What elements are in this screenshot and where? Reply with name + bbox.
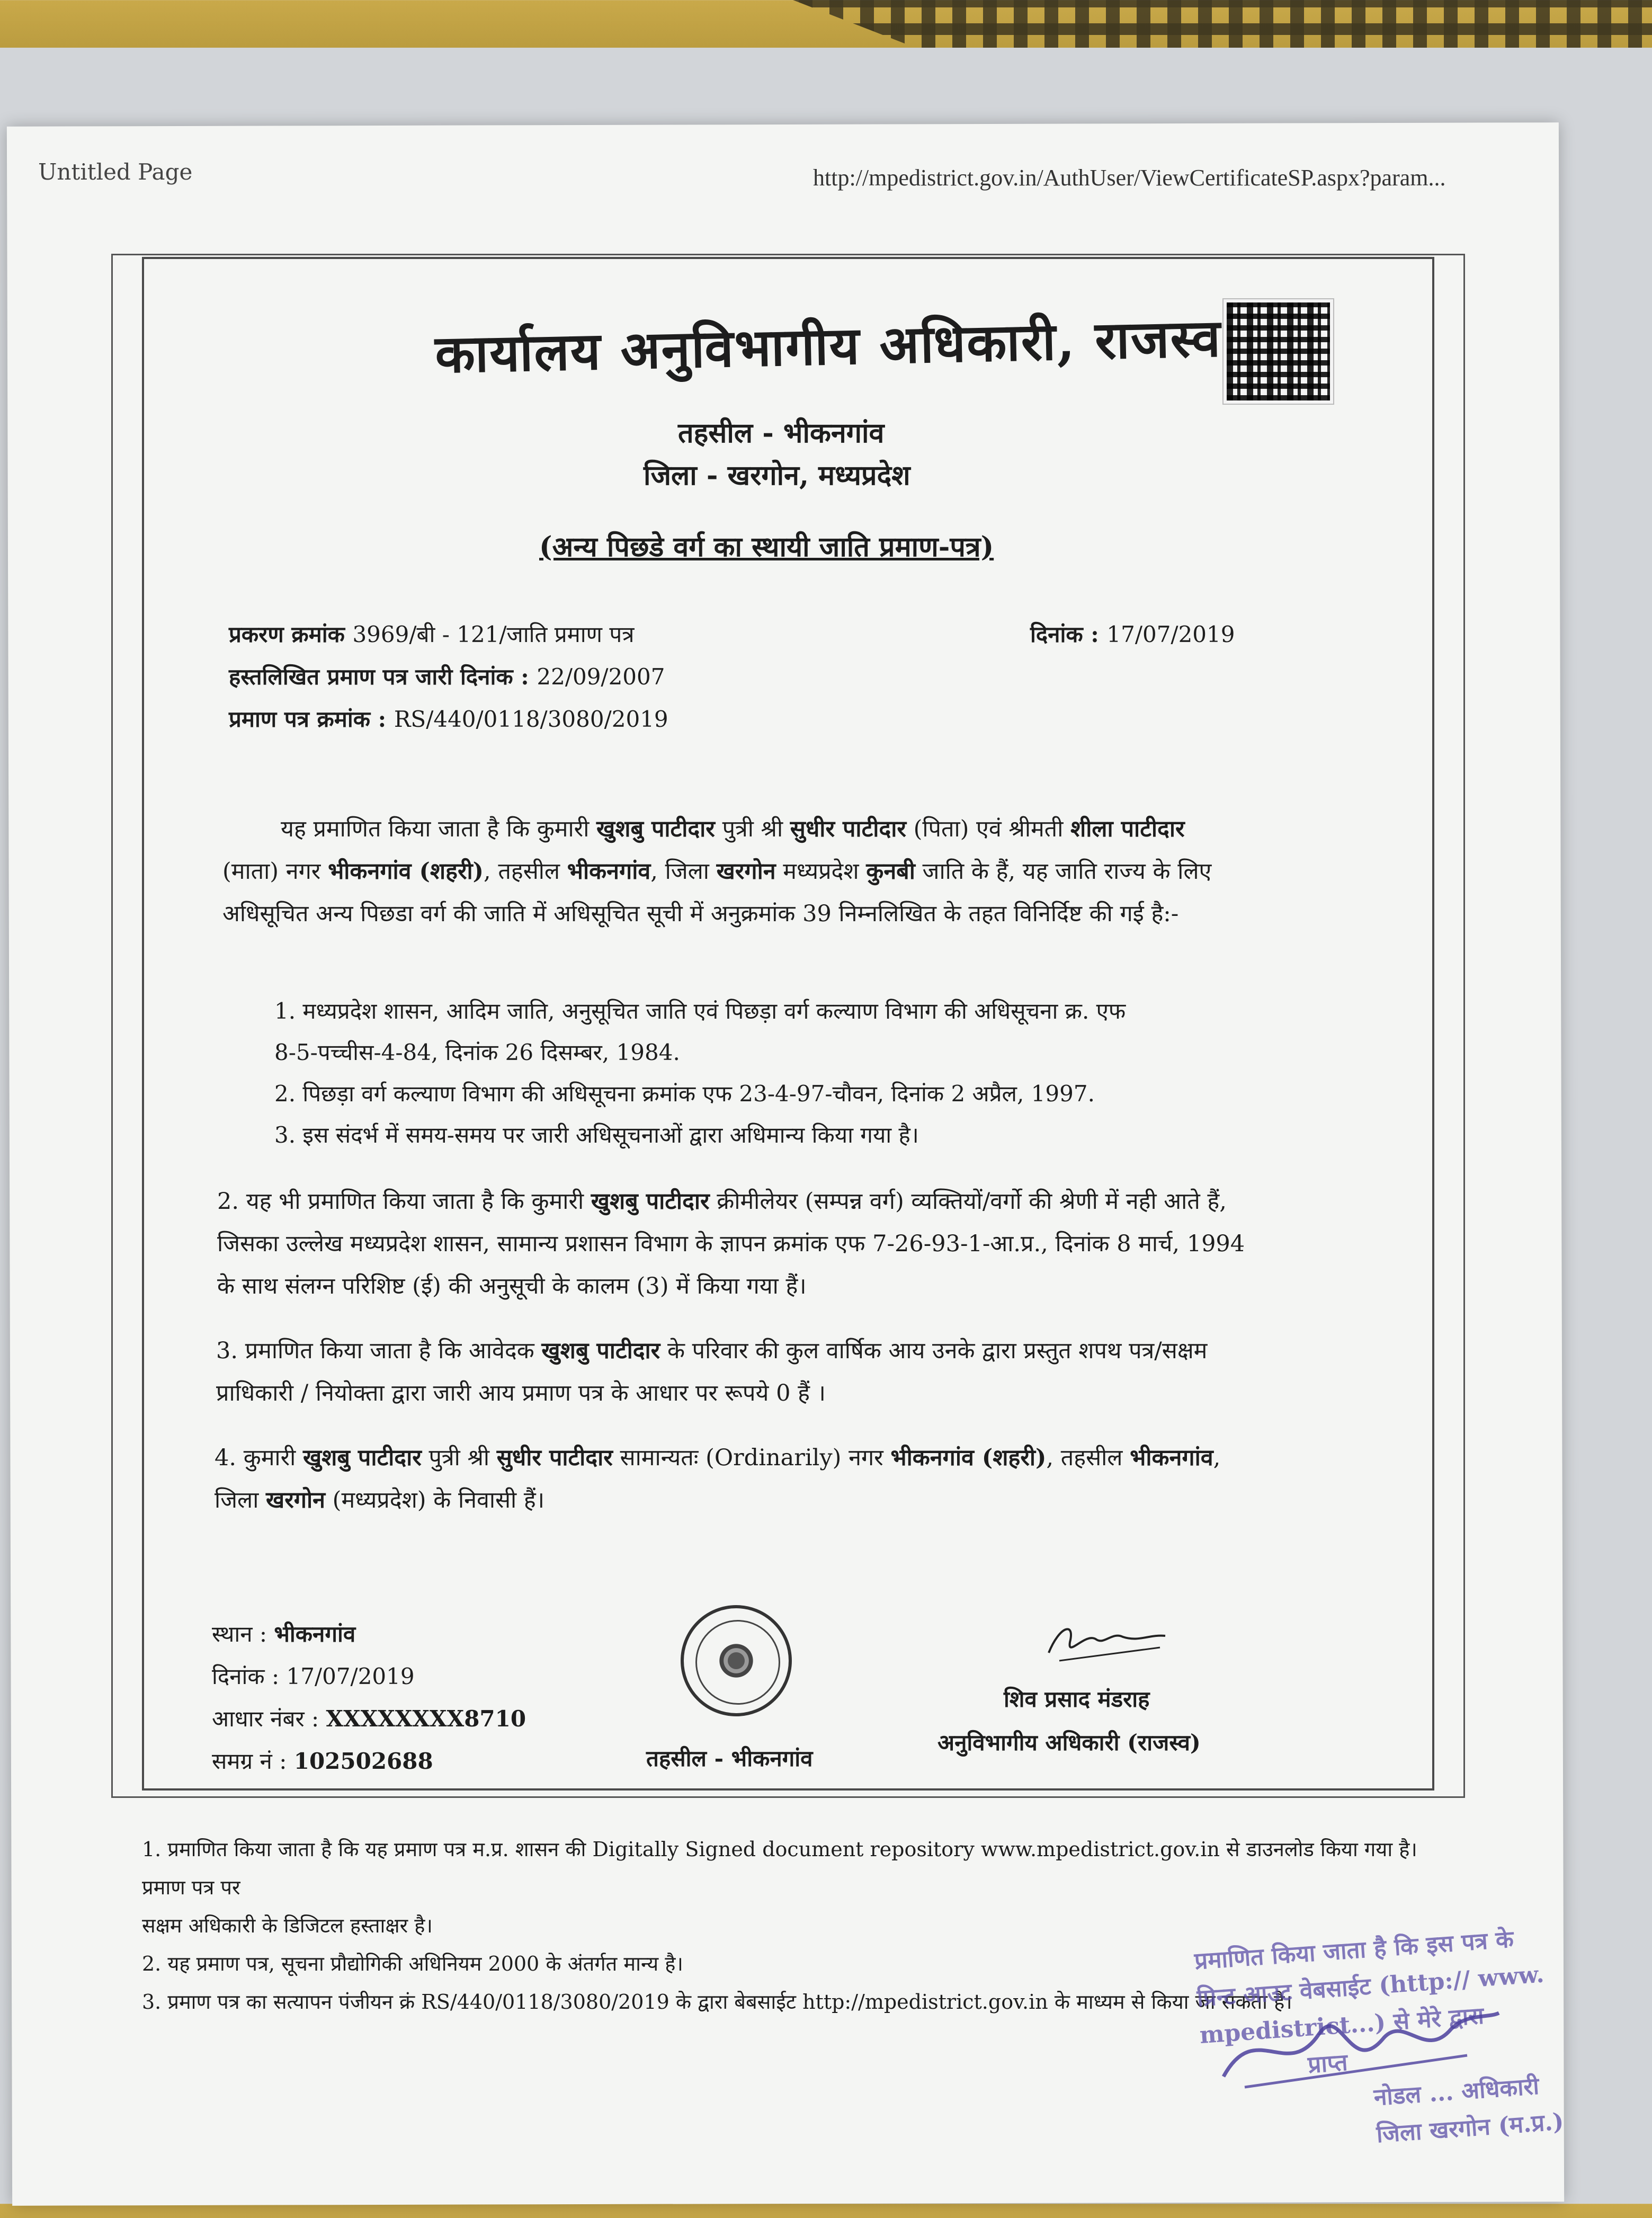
stamp-line: mpedistrict...) से मेरे द्वारा: [1199, 2002, 1485, 2050]
aadhaar-number: आधार नंबर : XXXXXXXX8710: [212, 1706, 526, 1732]
footnote-3: 3. प्रमाण पत्र का सत्यापन पंजीयन क्रं RS/440/0118/3080/2019 के द्वारा बेबसाईट http://mpedistrict.gov.in के माध्यम से किया जा सकता है।: [142, 1990, 1292, 2014]
list-item: 3. इस संदर्भ में समय-समय पर जारी अधिसूचनाओं द्वारा अधिमान्य किया गया है।: [274, 1122, 919, 1148]
seal-caption: तहसील - भीकनगांव: [646, 1745, 813, 1771]
office-title: कार्यालय अनुविभागीय अधिकारी, राजस्व: [434, 307, 1222, 385]
handwritten-issue-date: हस्तलिखित प्रमाण पत्र जारी दिनांक : 22/09/2007: [229, 664, 665, 690]
list-item: 8-5-पच्चीस-4-84, दिनांक 26 दिसम्बर, 1984.: [274, 1039, 680, 1065]
paragraph-2: 2. यह भी प्रमाणित किया जाता है कि कुमारी खुशबु पाटीदार क्रीमीलेयर (सम्पन्न वर्ग) व्यक्तियों/वर्गो की श्रेणी में नही आते हैं, जिसका उल्लेख मध्यप्रदेश शासन, सामान्य प्रशासन विभाग के ज्ञापन क्रमांक एफ 7-26-93-1-आ.प्र., दिनांक 8 मार्च, 1994 के साथ संलग्न परिशिष्ट (ई) की अनुसूची के कालम (3) में किया गया हैं।: [217, 1188, 1245, 1299]
case-number: प्रकरण क्रमांक 3969/बी - 121/जाति प्रमाण पत्र: [229, 621, 635, 647]
government-seal: [681, 1605, 792, 1716]
stamp-line: प्रिन्ट आउट वेबसाईट (http:// www.: [1196, 1961, 1545, 2012]
list-item: 2. पिछड़ा वर्ग कल्याण विभाग की अधिसूचना क्रमांक एफ 23-4-97-चौवन, दिनांक 2 अप्रैल, 1997.: [274, 1081, 1095, 1107]
place: स्थान : भीकनगांव: [212, 1621, 356, 1647]
footnote-2: 2. यह प्रमाण पत्र, सूचना प्रौद्योगिकी अधिनियम 2000 के अंतर्गत मान्य है।: [142, 1952, 683, 1975]
officer-designation: अनुविभागीय अधिकारी (राजस्व): [937, 1730, 1201, 1756]
stamp-line: नोडल ... अधिकारी: [1373, 2072, 1540, 2112]
browser-page-title: Untitled Page: [38, 159, 193, 185]
certificate-title: (अन्य पिछडे वर्ग का स्थायी जाति प्रमाण-पत्र): [539, 531, 994, 563]
samagra-number: समग्र नं : 102502688: [212, 1748, 433, 1774]
browser-url: http://mpedistrict.gov.in/AuthUser/ViewCertificateSP.aspx?param...: [813, 165, 1446, 191]
bottom-date: दिनांक : 17/07/2019: [212, 1663, 415, 1689]
notifications-list: [274, 991, 1126, 1156]
officer-signature: [1038, 1610, 1176, 1669]
qr-code: [1224, 299, 1333, 404]
footnote-1-cont: सक्षम अधिकारी के डिजिटल हस्ताक्षर है।: [142, 1914, 433, 1937]
paragraph-4: 4. कुमारी खुशबु पाटीदार पुत्री श्री सुधीर पाटीदार सामान्यतः (Ordinarily) नगर भीकनगांव (शहरी), तहसील भीकनगांव, जिला खरगोन (मध्यप्रदेश) के निवासी हैं।: [215, 1445, 1221, 1513]
issue-date: दिनांक : 17/07/2019: [1030, 621, 1235, 647]
stamp-line: जिला खरगोन (म.प्र.): [1376, 2108, 1565, 2149]
stamp-line: प्राप्त: [1307, 2048, 1349, 2079]
list-item: 1. मध्यप्रदेश शासन, आदिम जाति, अनुसूचित जाति एवं पिछड़ा वर्ग कल्याण विभाग की अधिसूचना क्र. एफ: [274, 998, 1126, 1024]
certificate-number: प्रमाण पत्र क्रमांक : RS/440/0118/3080/2019: [229, 706, 668, 732]
footnote-1: 1. प्रमाणित किया जाता है कि यह प्रमाण पत्र म.प्र. शासन की Digitally Signed document repository www.mpedistrict.gov.in से डाउनलोड किया गया है। प्रमाण पत्र पर: [142, 1838, 1417, 1899]
paragraph-3: 3. प्रमाणित किया जाता है कि आवेदक खुशबु पाटीदार के परिवार की कुल वार्षिक आय उनके द्वारा प्रस्तुत शपथ पत्र/सक्षम प्राधिकारी / नियोक्ता द्वारा जारी आय प्रमाण पत्र के आधार पर रूपये 0 हैं ।: [216, 1338, 1208, 1406]
attestation-signature: [1213, 1997, 1510, 2103]
stamp-line: प्रमाणित किया जाता है कि इस पत्र के: [1193, 1926, 1515, 1975]
main-paragraph: यह प्रमाणित किया जाता है कि कुमारी खुशबु पाटीदार पुत्री श्री सुधीर पाटीदार (पिता) एवं श्रीमती शीला पाटीदार (माता) नगर भीकनगांव (शहरी), तहसील भीकनगांव, जिला खरगोन मध्यप्रदेश कुनबी जाति के हैं, यह जाति राज्य के लिए अधिसूचित अन्य पिछडा वर्ग की जाति में अधिसूचित सूची में अनुक्रमांक 39 निम्नलिखित के तहत विनिर्दिष्ट की गई है:-: [222, 816, 1212, 927]
office-district: जिला - खरगोन, मध्यप्रदेश: [644, 459, 910, 492]
office-tehsil: तहसील - भीकनगांव: [678, 417, 885, 449]
officer-name: शिव प्रसाद मंडराह: [1004, 1686, 1150, 1712]
